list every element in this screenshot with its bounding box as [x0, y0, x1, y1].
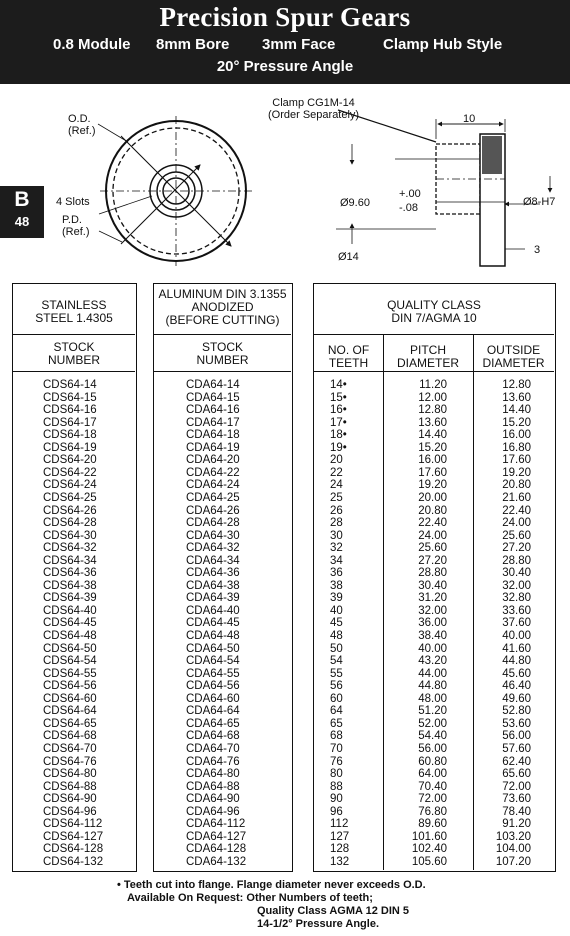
- outside-diameter-item: 16.80: [502, 441, 531, 454]
- dim-10-label: 10: [463, 113, 476, 125]
- aluminum-stock-item: CDA64-60: [186, 692, 240, 705]
- stainless-stock-header: STOCK NUMBER: [47, 340, 100, 367]
- aluminum-stock-item: CDA64-20: [186, 454, 240, 467]
- note-flange: • Teeth cut into flange. Flange diameter never exceeds O.D.: [117, 879, 426, 891]
- pitch-diameter-item: 12.00: [418, 391, 447, 404]
- outside-diameter-item: 45.60: [502, 667, 531, 680]
- pressure-angle-spec: 20° Pressure Angle: [216, 58, 354, 75]
- pitch-diameter-item: 13.60: [418, 416, 447, 429]
- teeth-item: 60: [330, 692, 343, 705]
- aluminum-stock-item: CDA64-80: [186, 768, 240, 781]
- teeth-item: 68: [330, 730, 343, 743]
- stainless-stock-item: CDS64-34: [43, 554, 97, 567]
- style-spec: Clamp Hub Style: [383, 36, 503, 53]
- outside-diameter-item: 56.00: [502, 730, 531, 743]
- teeth-item: 18•: [330, 429, 347, 442]
- teeth-item: 19•: [330, 441, 347, 454]
- teeth-item: 45: [330, 617, 343, 630]
- teeth-item: 128: [330, 843, 350, 856]
- outside-diameter-item: 104.00: [495, 843, 531, 856]
- outside-diameter-item: 65.60: [502, 768, 531, 781]
- dim-14-label: Ø14: [338, 251, 359, 263]
- stainless-stock-item: CDS64-128: [43, 843, 104, 856]
- tol-plus-label: +.00: [399, 188, 421, 200]
- dim-960-label: Ø9.60: [340, 197, 370, 209]
- header-banner: [0, 0, 570, 84]
- outside-diameter-item: 27.20: [502, 542, 531, 555]
- pitch-diameter-item: 56.00: [418, 742, 447, 755]
- stainless-stock-item: CDS64-24: [43, 479, 97, 492]
- stainless-stock-item: CDS64-32: [43, 542, 97, 555]
- section-letter: B: [14, 188, 30, 211]
- gear-front-view: [98, 116, 252, 266]
- stainless-stock-item: CDS64-40: [43, 604, 97, 617]
- aluminum-header: ALUMINUM DIN 3.1355 ANODIZED (BEFORE CUTTING): [158, 287, 287, 327]
- aluminum-stock-item: CDA64-128: [186, 843, 247, 856]
- pitch-diameter-item: 15.20: [418, 441, 447, 454]
- module-spec: 0.8 Module: [53, 36, 131, 53]
- pitch-diameter-item: 19.20: [418, 479, 447, 492]
- aluminum-stock-item: CDA64-76: [186, 755, 240, 768]
- dim-3-label: 3: [534, 244, 541, 256]
- aluminum-stock-item: CDA64-65: [186, 717, 240, 730]
- teeth-item: 16•: [330, 404, 347, 417]
- pitch-diameter-item: 11.20: [419, 379, 447, 391]
- aluminum-stock-item: CDA64-45: [186, 617, 240, 630]
- pitch-diameter-item: 24.00: [418, 529, 447, 542]
- teeth-item: 56: [330, 680, 343, 693]
- outside-diameter-item: 13.60: [502, 391, 531, 404]
- pitch-diameter-item: 89.60: [418, 818, 447, 831]
- aluminum-stock-item: CDA64-48: [186, 630, 240, 642]
- tol-minus-label: -.08: [399, 202, 418, 214]
- aluminum-stock-header: STOCK NUMBER: [196, 340, 249, 367]
- teeth-item: 32: [330, 542, 343, 555]
- aluminum-stock-item: CDA64-112: [186, 818, 246, 831]
- pitch-diameter-item: 28.80: [418, 567, 447, 580]
- teeth-item: 80: [330, 768, 343, 781]
- outside-diameter-item: 44.80: [502, 655, 531, 668]
- pitch-diameter-item: 14.40: [418, 429, 447, 442]
- pitch-diameter-item: 30.40: [418, 579, 447, 592]
- aluminum-stock-item: CDA64-127: [186, 830, 247, 843]
- od-label: O.D. (Ref.): [68, 113, 96, 137]
- face-spec: 3mm Face: [262, 36, 336, 53]
- aluminum-stock-item: CDA64-30: [186, 529, 240, 542]
- stainless-stock-item: CDS64-39: [43, 592, 97, 605]
- outside-diameter-item: 78.40: [502, 805, 531, 818]
- stainless-stock-item: CDS64-17: [43, 416, 97, 429]
- aluminum-column: [153, 283, 293, 872]
- stainless-stock-item: CDS64-36: [43, 567, 97, 580]
- outside-diameter-item: 24.00: [502, 517, 531, 530]
- outside-diameter-item: 22.40: [502, 504, 531, 517]
- gear-side-view: [336, 110, 550, 266]
- aluminum-stock-item: CDA64-40: [186, 604, 240, 617]
- quality-column: [313, 283, 556, 872]
- stainless-stock-item: CDS64-20: [43, 454, 97, 467]
- outside-diameter-item: 37.60: [502, 617, 531, 630]
- aluminum-stock-item: CDA64-68: [186, 730, 240, 743]
- teeth-item: 48: [330, 630, 343, 642]
- stainless-header: STAINLESS STEEL 1.4305: [35, 298, 113, 325]
- stainless-stock-item: CDS64-56: [43, 680, 97, 693]
- pitch-diameter-item: 44.00: [418, 667, 447, 680]
- teeth-item: 14•: [330, 379, 347, 391]
- outside-diameter-item: 57.60: [502, 742, 531, 755]
- stainless-stock-item: CDS64-68: [43, 730, 97, 743]
- aluminum-stock-item: CDA64-36: [186, 567, 240, 580]
- teeth-item: 64: [330, 705, 343, 718]
- aluminum-stock-item: CDA64-70: [186, 742, 240, 755]
- teeth-item: 70: [330, 742, 343, 755]
- outside-header: OUTSIDE DIAMETER: [482, 343, 545, 370]
- quality-header: QUALITY CLASS DIN 7/AGMA 10: [387, 298, 481, 325]
- aluminum-stock-item: CDA64-54: [186, 655, 240, 668]
- aluminum-stock-item: CDA64-39: [186, 592, 240, 605]
- slots-label: 4 Slots: [56, 196, 90, 208]
- outside-diameter-item: 17.60: [502, 454, 531, 467]
- teeth-item: 112: [330, 818, 349, 831]
- aluminum-stock-item: CDA64-17: [186, 416, 240, 429]
- stainless-stock-item: CDS64-112: [43, 818, 103, 831]
- stainless-stock-item: CDS64-38: [43, 579, 97, 592]
- outside-diameter-item: 19.20: [502, 466, 531, 479]
- outside-diameter-item: 30.40: [502, 567, 531, 580]
- outside-diameter-item: 53.60: [502, 717, 531, 730]
- aluminum-stock-item: CDA64-34: [186, 554, 240, 567]
- stainless-stock-item: CDS64-127: [43, 830, 104, 843]
- outside-diameter-item: 62.40: [502, 755, 531, 768]
- aluminum-stock-item: CDA64-50: [186, 642, 240, 655]
- stainless-stock-item: CDS64-30: [43, 529, 97, 542]
- note-pressure: 14-1/2° Pressure Angle.: [257, 918, 379, 930]
- teeth-item: 20: [330, 454, 343, 467]
- teeth-item: 36: [330, 567, 343, 580]
- stainless-stock-item: CDS64-28: [43, 517, 97, 530]
- aluminum-stock-item: CDA64-32: [186, 542, 240, 555]
- aluminum-stock-item: CDA64-38: [186, 579, 240, 592]
- outside-diameter-item: 20.80: [502, 479, 531, 492]
- pitch-diameter-item: 16.00: [418, 454, 447, 467]
- clamp-label: Clamp CG1M-14 (Order Separately): [268, 97, 360, 121]
- aluminum-stock-item: CDA64-64: [186, 705, 240, 718]
- teeth-item: 25: [330, 491, 343, 504]
- pitch-diameter-item: 25.60: [418, 542, 447, 555]
- outside-diameter-item: 91.20: [502, 818, 531, 831]
- teeth-item: 15•: [330, 391, 347, 404]
- stainless-column: [12, 283, 137, 872]
- pitch-diameter-item: 52.00: [418, 717, 447, 730]
- pitch-diameter-item: 20.80: [418, 504, 447, 517]
- outside-diameter-item: 28.80: [502, 554, 531, 567]
- outside-diameter-item: 32.00: [502, 579, 531, 592]
- stainless-stock-item: CDS64-96: [43, 805, 97, 818]
- aluminum-stock-item: CDA64-25: [186, 491, 240, 504]
- outside-diameter-item: 16.00: [502, 429, 531, 442]
- teeth-item: 55: [330, 667, 343, 680]
- teeth-item: 54: [330, 655, 343, 668]
- teeth-item: 76: [330, 755, 343, 768]
- pd-label: P.D. (Ref.): [62, 214, 90, 238]
- stainless-stock-item: CDS64-25: [43, 491, 97, 504]
- outside-diameter-item: 14.40: [502, 404, 531, 417]
- outside-diameter-item: 46.40: [502, 680, 531, 693]
- pitch-diameter-item: 76.80: [418, 805, 447, 818]
- teeth-item: 90: [330, 793, 343, 806]
- pitch-diameter-item: 72.00: [418, 793, 447, 806]
- pitch-diameter-item: 60.80: [418, 755, 447, 768]
- teeth-item: 39: [330, 592, 343, 605]
- page-title: Precision Spur Gears: [159, 2, 411, 32]
- stainless-stock-item: CDS64-76: [43, 755, 97, 768]
- pitch-diameter-item: 43.20: [418, 655, 447, 668]
- pitch-header: PITCH DIAMETER: [396, 343, 459, 370]
- aluminum-stock-item: CDA64-24: [186, 479, 240, 492]
- teeth-item: 40: [330, 604, 343, 617]
- stainless-stock-item: CDS64-132: [43, 855, 104, 868]
- aluminum-stock-item: CDA64-14: [186, 379, 240, 391]
- teeth-item: 26: [330, 504, 343, 517]
- pitch-diameter-item: 40.00: [418, 642, 447, 655]
- stainless-stock-item: CDS64-64: [43, 705, 97, 718]
- outside-diameter-item: 52.80: [502, 705, 531, 718]
- aluminum-stock-item: CDA64-18: [186, 429, 240, 442]
- pitch-diameter-item: 12.80: [418, 404, 447, 417]
- aluminum-stock-item: CDA64-55: [186, 667, 240, 680]
- pitch-diameter-item: 54.40: [418, 730, 447, 743]
- teeth-item: 22: [330, 466, 343, 479]
- page-number: 48: [14, 214, 30, 229]
- pitch-diameter-item: 70.40: [418, 780, 447, 793]
- stainless-stock-item: CDS64-22: [43, 466, 97, 479]
- outside-diameter-item: 33.60: [502, 604, 531, 617]
- stainless-stock-item: CDS64-14: [43, 379, 97, 391]
- aluminum-stock-item: CDA64-26: [186, 504, 240, 517]
- aluminum-stock-item: CDA64-56: [186, 680, 240, 693]
- aluminum-stock-item: CDA64-88: [186, 780, 240, 793]
- teeth-item: 132: [330, 855, 350, 868]
- teeth-item: 65: [330, 717, 343, 730]
- outside-diameter-item: 21.60: [502, 491, 531, 504]
- pitch-diameter-item: 38.40: [418, 630, 447, 642]
- outside-diameter-item: 49.60: [502, 692, 531, 705]
- pitch-diameter-item: 27.20: [418, 554, 447, 567]
- outside-diameter-item: 103.20: [495, 830, 531, 843]
- aluminum-stock-item: CDA64-96: [186, 805, 240, 818]
- teeth-item: 96: [330, 805, 343, 818]
- teeth-header: NO. OF TEETH: [327, 343, 370, 370]
- outside-diameter-item: 41.60: [502, 642, 531, 655]
- pitch-diameter-item: 32.00: [418, 604, 447, 617]
- pitch-diameter-item: 51.20: [418, 705, 447, 718]
- pitch-diameter-item: 31.20: [418, 592, 447, 605]
- stainless-stock-item: CDS64-26: [43, 504, 97, 517]
- pitch-diameter-item: 36.00: [418, 617, 447, 630]
- stainless-stock-item: CDS64-50: [43, 642, 97, 655]
- pitch-diameter-item: 101.60: [411, 830, 447, 843]
- note-quality: Quality Class AGMA 12 DIN 5: [257, 905, 410, 917]
- outside-diameter-item: 40.00: [502, 630, 531, 642]
- teeth-item: 17•: [330, 416, 347, 429]
- outside-diameter-item: 32.80: [502, 592, 531, 605]
- pitch-diameter-item: 44.80: [418, 680, 447, 693]
- pitch-diameter-item: 105.60: [411, 855, 447, 868]
- stainless-stock-item: CDS64-16: [43, 404, 97, 417]
- stainless-stock-item: CDS64-88: [43, 780, 97, 793]
- aluminum-stock-item: CDA64-28: [186, 517, 240, 530]
- stainless-stock-item: CDS64-15: [43, 391, 97, 404]
- stainless-stock-item: CDS64-54: [43, 655, 97, 668]
- stainless-stock-item: CDS64-60: [43, 692, 97, 705]
- outside-diameter-item: 25.60: [502, 529, 531, 542]
- aluminum-stock-item: CDA64-19: [186, 441, 240, 454]
- stainless-stock-item: CDS64-19: [43, 441, 97, 454]
- stainless-stock-item: CDS64-48: [43, 630, 97, 642]
- pitch-diameter-item: 17.60: [418, 466, 447, 479]
- teeth-item: 38: [330, 579, 343, 592]
- stainless-stock-item: CDS64-55: [43, 667, 97, 680]
- dim-8h7-label: Ø8-H7: [523, 196, 556, 208]
- stainless-stock-item: CDS64-65: [43, 717, 97, 730]
- note-available: Available On Request: Other Numbers of teeth;: [127, 892, 373, 904]
- stainless-stock-item: CDS64-70: [43, 742, 97, 755]
- aluminum-stock-item: CDA64-90: [186, 793, 240, 806]
- stainless-stock-item: CDS64-80: [43, 768, 97, 781]
- pitch-diameter-item: 64.00: [418, 768, 447, 781]
- outside-diameter-item: 72.00: [502, 780, 531, 793]
- teeth-item: 28: [330, 517, 343, 530]
- pitch-diameter-item: 102.40: [411, 843, 447, 856]
- teeth-item: 88: [330, 780, 343, 793]
- outside-diameter-item: 12.80: [502, 379, 531, 391]
- teeth-item: 34: [330, 554, 343, 567]
- aluminum-stock-item: CDA64-16: [186, 404, 240, 417]
- aluminum-stock-item: CDA64-132: [186, 855, 247, 868]
- stainless-stock-item: CDS64-90: [43, 793, 97, 806]
- pitch-diameter-item: 20.00: [418, 491, 447, 504]
- outside-diameter-item: 15.20: [502, 416, 531, 429]
- aluminum-stock-item: CDA64-22: [186, 466, 240, 479]
- stainless-stock-item: CDS64-18: [43, 429, 97, 442]
- stainless-stock-item: CDS64-45: [43, 617, 97, 630]
- teeth-item: 30: [330, 529, 343, 542]
- bore-spec: 8mm Bore: [156, 36, 230, 53]
- teeth-item: 50: [330, 642, 343, 655]
- outside-diameter-item: 73.60: [502, 793, 531, 806]
- teeth-item: 127: [330, 830, 350, 843]
- outside-diameter-item: 107.20: [495, 855, 531, 868]
- pitch-diameter-item: 48.00: [418, 692, 447, 705]
- teeth-item: 24: [330, 479, 343, 492]
- pitch-diameter-item: 22.40: [418, 517, 447, 530]
- aluminum-stock-item: CDA64-15: [186, 391, 240, 404]
